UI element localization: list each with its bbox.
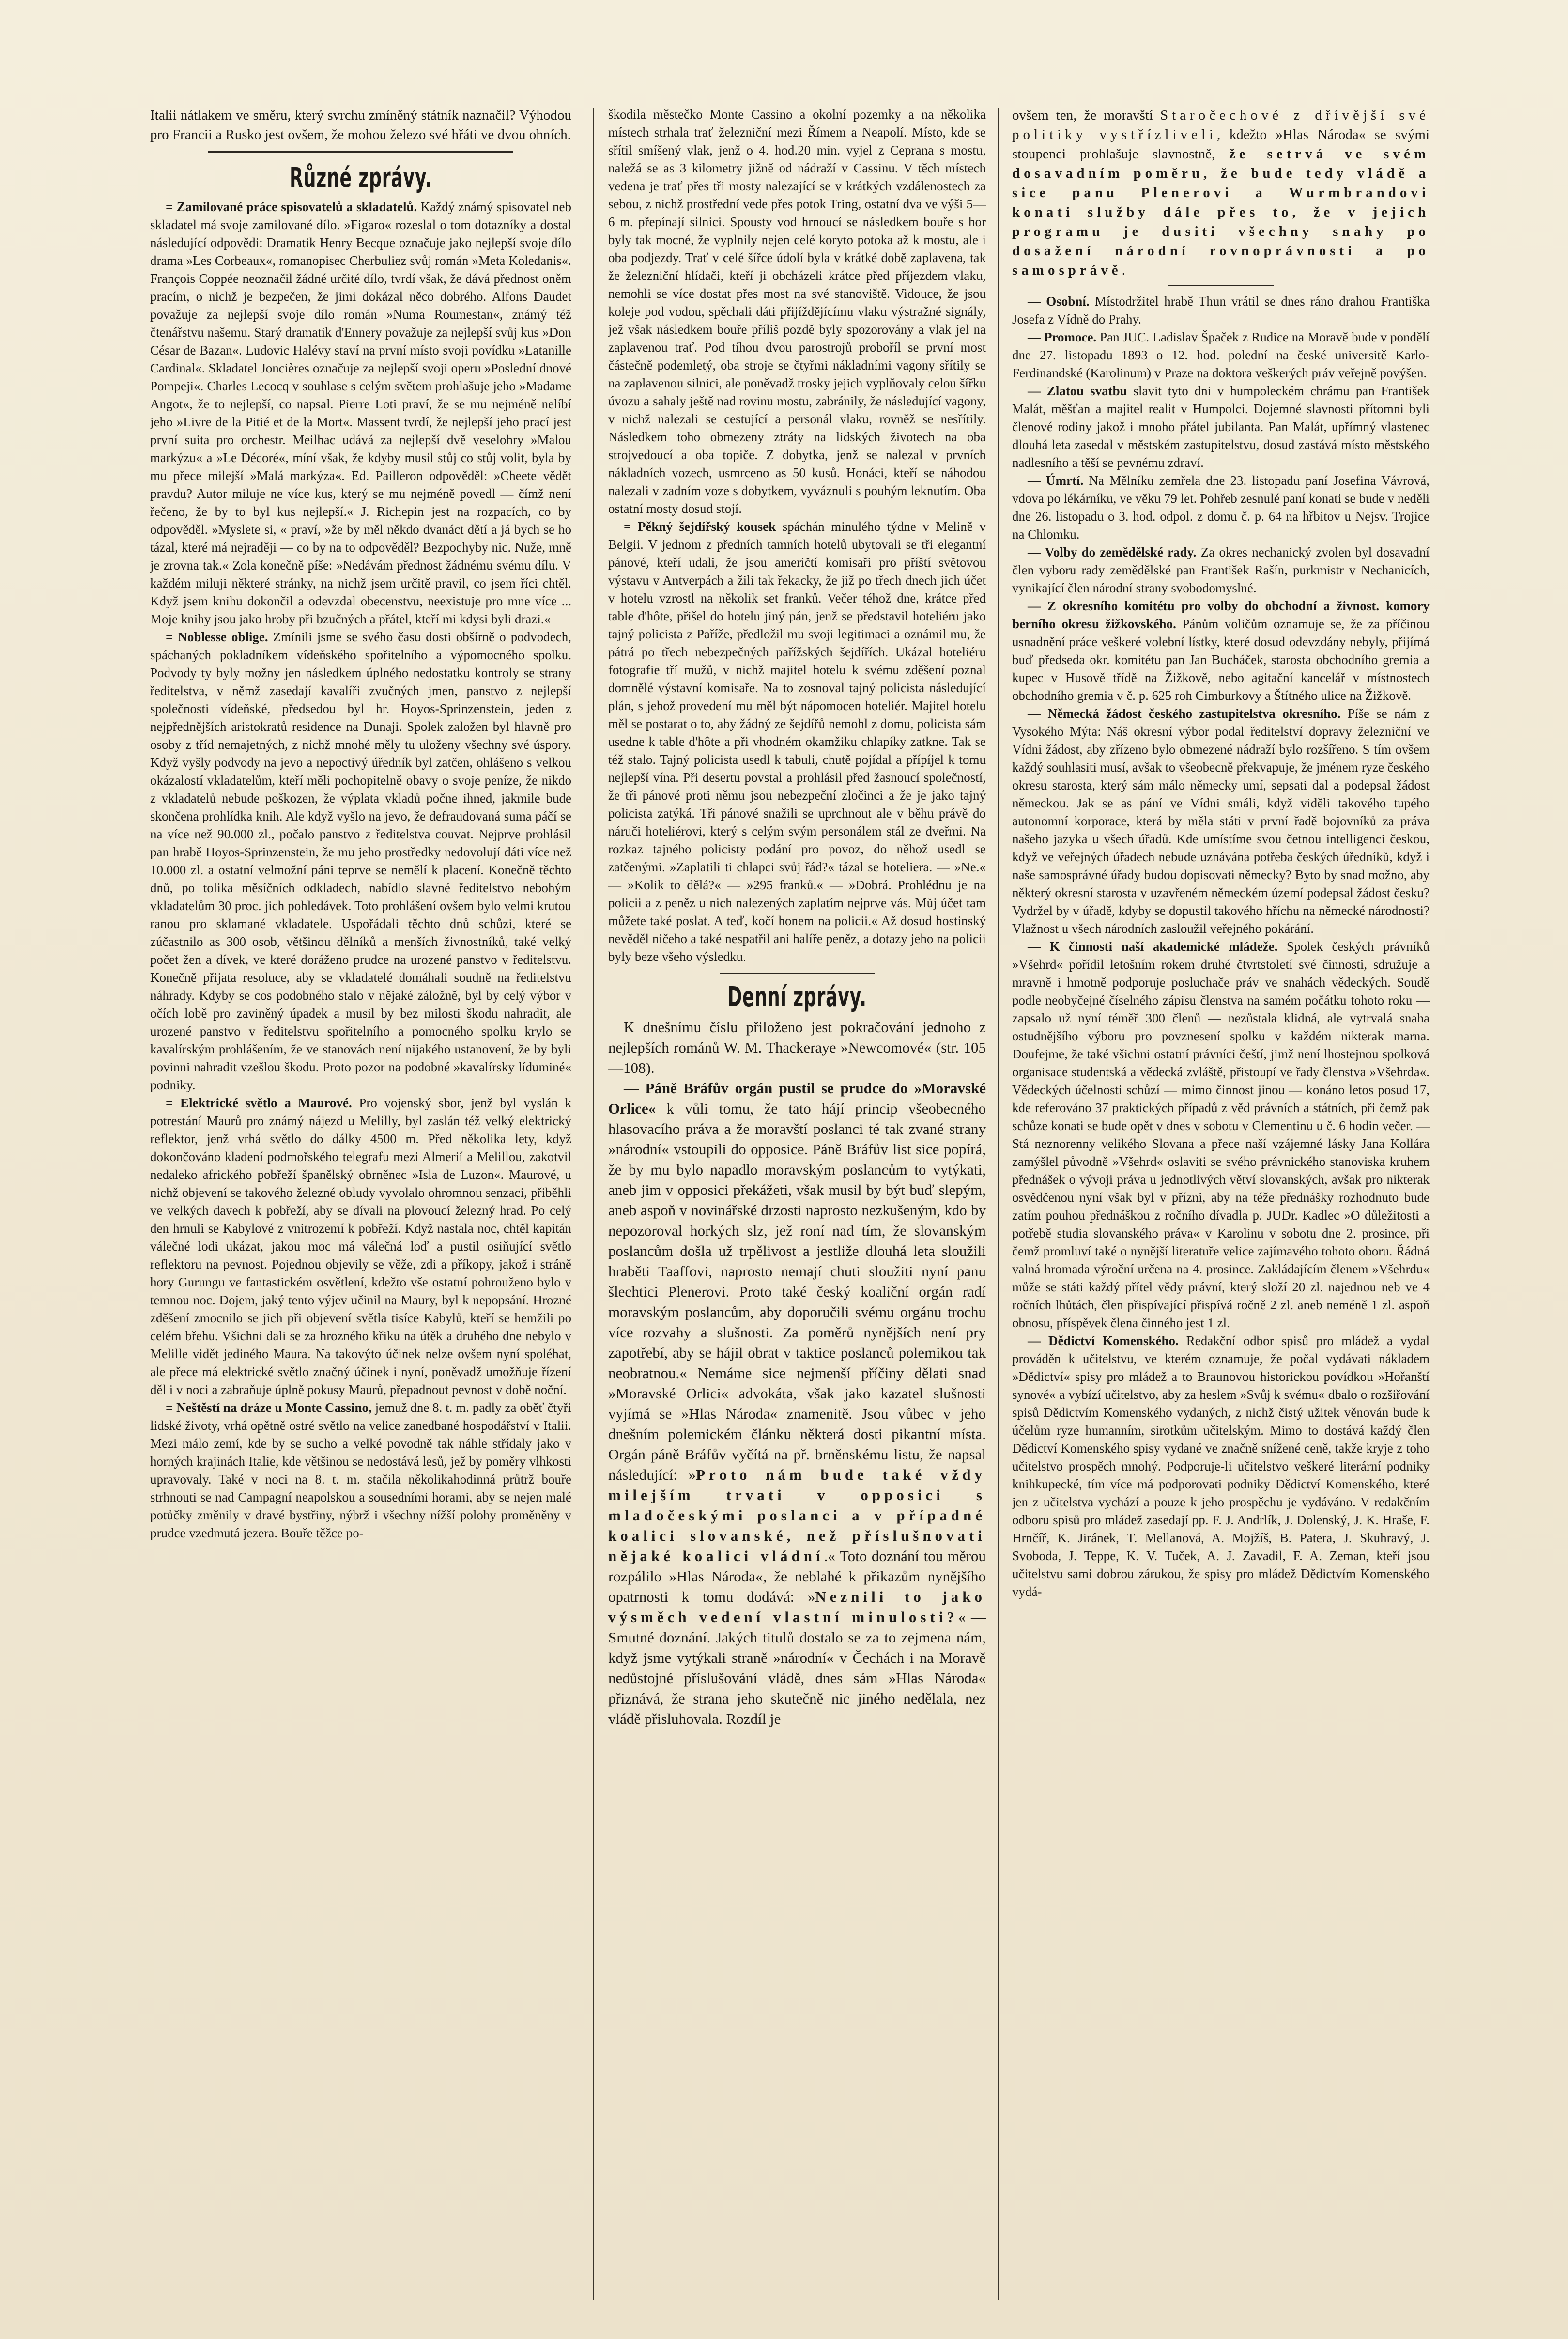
section-title-ruzne-zpravy: Různé zprávy. (289, 162, 432, 194)
news-item-body: slavit tyto dni v humpoleckém chrámu pan František Malát, měšťan a majitel realit v Humpolci. Dojemné slavnosti přítomni byli členové rodiny jakož i mnoho přátel jubilanta. Pan Malát, upřímný vlastenec dlouhá leta zasedal v městském zastupitelstvu, dosud zastává místo městského nadlesního a těší se pevnému zdraví. (1012, 384, 1430, 470)
news-item-headline: — Dědictví Komenského. (1028, 1333, 1179, 1348)
news-item-headline: — Německá žádost českého zastupitelstva okresního. (1028, 706, 1341, 721)
section-rule (208, 151, 513, 153)
news-item-headline: — K činnosti naší akademické mládeže. (1028, 939, 1278, 954)
news-item-headline: — Úmrtí. (1028, 473, 1084, 488)
news-item-zlata-svatba (1012, 382, 1430, 472)
news-item-body: Pro vojenský sbor, jenž byl vyslán k potrestání Maurů pro známý nájezd u Melilly, byl zaslán též velký elektrický reflektor, jenž vrhá světlo do dálky 4500 m. Před několika lety, když dokončováno kladení podmořského telegrafu mezi Almerií a Melillou, zakotvil nedaleko afrického pobřeží španělský obrněnec »Isla de Luzon«. Maurové, u nichž objevení se takového železné obludy vyvolalo ohromnou senzaci, přiběhli ve velkých davech k pobřeží, aby se dívali na plovoucí železný hrad. Po celý den hrnuli se Kabylové z vnitrozemí k pobřeží. Když nastala noc, chtěl kapitán válečné lodi ukázat, jakou moc má válečná loď a pustil osiňující světlo reflektoru na pevnost. Pojednou objevily se věže, zdi a příkopy, jakož i stráně hory Gurungu ve fantastickém osvětlení, kdežto vše ostatní pohrouženo bylo v temnou noc. Dojem, jaký tento výjev učinil na Maury, byl k nepopsání. Hrozné zděšení zmocnilo se jich při objevení světla tisíce Kabylů, kteří se hemžili po celém břehu. Všichni dali se za hrozného křiku na útěk a druhého dne nebylo v Melille vidět jediného Maura. Na takovýto účinek nelze ovšem nyní spoléhat, ale přece má elektrické světlo značný účinek i nyní, poněvadž umožňuje řízení děl i v noci a zabraňuje úplně pokusy Maurů, přepadnout pevnost v době noční. (150, 1096, 571, 1397)
news-item-spaced-quote: Proto nám bude také vždy milejším trvati v opposici s mladočeskými poslanci a v případné koalici slovanské, než příslušnovati nějaké koalici vládní (608, 1466, 986, 1564)
news-item-body: spáchán minulého týdne v Melině v Belgii. V jednom z předních tamních hotelů ubytovali se tři elegantní pánové, kteří udali, že jsou američtí komisaři pro příští světovou výstavu v Antverpách a žili tak řekacky, že již po třech dnech jich účet v hotelu vzrostl na několik set franků. Večer téhož dne, krátce před table d'hôte, přišel do hotelu jiný pán, jenž se představil hoteliéru jako tajný policista z Paříže, předložil mu svoji legitimaci a oznámil mu, že pátrá po třech nebezpečných pařížských šejdířích. Ukázal hoteliéru fotografie tří mužů, v nichž majitel hotelu k svému zděšení poznal domnělé výstavní komisaře. Na to zosnoval tajný policista následující plán, s jehož provedení mu měl být nápomocen hoteliér. Majitel hotelu měl se postarat o to, aby žádný ze šejdířů nemohl z domu, policista sám usedne k table d'hôte a při vhodném okamžiku chlapíky zatkne. Tak se též stalo. Tajný policista usedl k tabuli, chutě pojídal a přípíjel k tomu nejlepší vína. Při desertu povstal a prohlásil před žasnoucí společností, že tři pánové proti němu jsou nebezpeční zločinci a že je jako tajný policista zatýká. Tři pánové snažili se uprchnout ale v běhu právě do náruči hoteliérovi, který s celým svým personálem stál ze dveřmi. Na rozkaz tajného policisty podání pro povoz, do něhož usedl se zatčenými. »Zaplatili ti chlapci svůj řád?« tázal se hoteliera. — »Ne.« — »Kolik to dělá?« — »295 franků.« — »Dobrá. Prohlédnu je na policii a z peněz u nich nalezených zaplatím nejprve vás. Můj účet tam můžete také poslat. A teď, kočí honem na policii.« Až dosud hostinský nevěděl ničeho a také nespatřil ani halíře peněz, a dotazy jeho na policii byly beze všeho výsledku. (608, 519, 986, 964)
news-item-brafuv-organ (608, 1078, 986, 1729)
news-item-noblesse-oblige (150, 628, 571, 1094)
column-1 (150, 106, 571, 2305)
article-continuation: škodila městečko Monte Cassino a okolní pozemky a na několika místech strhala trať železniční mezi Římem a Neapolí. Místo, kde se sřítil smíšený vlak, jenž o 4. hod.20 min. vyjel z Ceprana s mostu, naležá se as 3 kilometry jižně od nádraží v Cassinu. V těch místech vedena je trať přes tři mosty nalezající se v krátkých vzdálenostech za sebou, z nichž prostřední vede přes potok Tring, ostatní dva ve výši 5—6 m. přepínají silnici. Spousty vod hrnoucí se následkem bouře s hor byly tak mocné, že vyplnily nejen celé koryto potoka až k mostu, ale i oba podjezdy. Trať v celé šířce údolí byla v krátké době zaplavena, tak že železniční hlídači, kteří ji obcházeli krátce před příjezdem vlaku, nemohli se více dostat přes most na své stanoviště. Vidouce, že jsou koleje pod vodou, spěchali dáti přijíždějícímu vlaku výstražné signály, jež však následkem bouře příliš pozdě byly spozorovány a vlak jel na zaplavenou trať. Pod tíhou dvou parostrojů proboříl se první most částečně podemletý, oba stroje se čtyřmi nákladními vagony sřítily se na zaplavenou silnici, ale poněvadž trosky jejich vyplňovaly celou šířku úvozu a sahaly ještě nad rovinu mostu, zabránily, že následující vagony, v nichž nalezali se cestující a personál vlaku, rovněž se nesřítily. Následkem toho obmezeny ztráty na lidských životech na oba strojvedoucí a oba topiče. Z dobytka, jenž se nalezal v prvních nákladních vozech, usmrceno as 50 kusů. Honáci, kteří se náhodou nalezali v zadním voze s dobytkem, vyváznuli s pouhým leknutím. Oba ostatní mosty dosud stojí. (608, 107, 986, 516)
article-continuation (1012, 106, 1430, 280)
text-run: , kdežto »Hlas Národa« se svými stoupenci prohlašuje slavnostně, (1012, 127, 1430, 162)
news-item-headline: = Neštěstí na dráze u Monte Cassino, (166, 1400, 372, 1415)
section-title-denni-zpravy: Denní zprávy. (727, 981, 867, 1013)
news-item-body: « — Smutné doznání. Jakých titulů dostalo se za to zejmena nám, když jsme vytýkali straně »národní« v Čechách i na Moravě nedůstojné příslušování vládě, dnes sám »Hlas Národa« přiznává, že strana jeho skutečně nic jiného nedělala, nez vládě přisluhovala. Rozdíl je (608, 1609, 986, 1727)
news-item-osobni (1012, 293, 1430, 328)
news-item-body: k vůli tomu, že tato hájí princip všeobecného hlasovacího práva a že moravští poslanci té tak zvané strany »národní« vstoupili do opposice. Páně Bráfův list sice popírá, že by mu bylo napadlo moravským poslancům to vytýkati, aneb jim v opposici překážeti, však musil by být buď slepým, aneb aspoň v novinářské drzosti naprosto nezkušeným, kdo by nepozoroval horkých slz, jež roní nad tím, že slovanským poslancům došla už trpělivost a jestliže dlouhá leta sloužili hraběti Taaffovi, naprosto nemají chuti sloužiti nyní panu šlechtici Plenerovi. Proto také český koaliční orgán radí moravským poslancům, aby doporučili svému orgánu trochu více rozvahy a slušnosti. Za poměrů nynějších není pry zapotřebí, aby se hájil obrat v taktice poslanců polemikou tak neobratnou.« Nemáme sice nejmenší příčiny dělati snad »Moravské Orlici« advokáta, však jako kazatel slušnosti vyjímá se »Hlas Národa« znamenitě. Jsou vůbec v jeho dnešním polemickém článku některá dosti pikantní místa. Orgán páně Bráfův vyčítá na př. brněnskému listu, že napsal následující: » (608, 1100, 986, 1483)
spaced-emphasis: že setrvá ve svém dosavadním poměru, že bude tedy vládě a sice panu Plenerovi a Wurmbrandovi konati služby dále přes to, že v jejich programu je dusiti všechny snahy po dosažení národní rovnoprávnosti a po samosprávě (1012, 146, 1430, 278)
column-2 (608, 106, 986, 2305)
news-item-okresni-komitet (1012, 597, 1430, 705)
news-item-body: .« Toto doznání tou měrou rozpálilo »Hlas Národa«, že neblahé k přikazům nynějšího opatrnosti k tomu dodává: » (608, 1548, 986, 1605)
news-item-umrti (1012, 472, 1430, 543)
news-item-body: Na Mělníku zemřela dne 23. listopadu paní Josefina Vávrová, vdova po lékárníku, ve věku 79 let. Pohřeb zesnulé paní konati se bude v neděli dne 26. listopadu o 3. hod. odpol. z domu č. p. 64 na hřbitov u Nejsv. Trojice na Chlomku. (1012, 473, 1430, 542)
news-item-body: Každý známý spisovatel neb skladatel má svoje zamilované dílo. »Figaro« rozeslal o tom dotazníky a dostal následující odpovědi: Dramatik Henry Becque označuje jako nejlepší svoje dílo drama »Les Corbeaux«, romanopisec Cherbuliez svůj román »Meta Koledanis«. François Coppée neoznačil žádné určité dílo, tvrdí však, že dává přednost oněm pracím, o nichž je bezpečen, že jimi dokázal něco dobrého. Alfons Daudet považuje za nejlepší svoje dílo román »Numa Roumestan«, známý též čtenářstvu našemu. Starý dramatik d'Ennery považuje za nejlepší svůj kus »Don César de Bazan«. Ludovic Halévy staví na první místo svoji povídku »Latanille Cardinal«. Skladatel Joncières označuje za nejlepší svoji operu »Poslední dnové Pompeji«. Charles Lecocq v souhlase s celým světem prohlašuje jeho »Madame Angot«, že to nejlepší, co napsal. Pierre Loti praví, že se mu nejméně nelíbí jeho »Livre de la Pitié et de la Mort«. Massent tvrdí, že nejlepší jeho prací jest první suita pro orchestr. Meilhac udává za nejlepší dvě veselohry »Malou markýzu« a »Le Décoré«, míní však, že kdyby musil stůj co stůj volit, byla by mu přece milejší »Malá markýza«. Ed. Pailleron odpověděl: »Cheete vědět pravdu? Autor miluje ne více kus, který se mu nejméně povedl — čímž není řečeno, že by to byl kus nejlepší.« J. Richepin jest na rozpacích, co by odpověděl. »Myslete si, « praví, »že by měl někdo dvanáct dětí a já bych se ho tázal, které má nejraději — co by na to odpověděl? Bezpochyby nic. Nuže, mně je zrovna tak.« Zola konečně píše: »Nedávám přednost žádnému svému dílu. V každém miluji některé stránky, na nichž jsem určitě pravil, co jsem říci chtěl. Když jsem knihu dokončil a odevzdal obecenstvu, neexistuje pro mne více ... Moje knihy jsou jako hroby při bzučných a přátel, kteří mi kdysi byli drazi.« (150, 200, 571, 626)
news-item-headline: — Páně Bráfův orgán pustil se prudce do »Moravské Orlice« (608, 1080, 986, 1117)
news-item-spaced-quote: Neznili to jako výsměch vedení vlastní minulosti? (608, 1588, 986, 1626)
news-item-zamilovane-prace (150, 198, 571, 628)
news-item-body: Píše se nám z Vysokého Mýta: Náš okresní výbor podal ředitelství dopravy železniční ve Vídni žádost, aby zřízeno bylo obmezené nádraží bylo rozšířeno. S tím ovšem každý souhlasiti musí, avšak to všeobecně překvapuje, že jménem ryze českého okresu starosta, který sám málo německy umí, sepsati dal a podepsal žádost německou. Jak se as pání ve Vídni smáli, když viděli takového tupého autonomní korporace, která by měla státi v první řadě bojovníků za práva našeho jazyka u všech úřadů. Kde umístíme svou četnou intelligenci českou, když ve veřejných úřadech nebude uznávána potřeba českých úředníků, když i naše samosprávné úřady budou dopisovati německy? Byto by snad možno, aby některý okresní starosta v uzavřeném německém území podepsal žádost česku? Vydržel by v úřadě, kdyby se dopustil takového hříchu na německé národnosti? Vlažnost u všech národních zasloužil veřejného pokárání. (1012, 706, 1430, 936)
news-item-pekny-sejdirsky-kousek (608, 518, 986, 966)
news-item-headline: = Noblesse oblige. (166, 630, 268, 644)
news-item-body: Spolek českých právníků »Všehrd« pořídil letošním rokem druhé čtvrtstoletí své činnosti, sdružuje a mravně i hmotně podporuje posluchače práv ve snahách vědeckých. Soudě podle neobyčejné číselného zápisu členstva na samém počátku tohoto roku — zapsalo už nyní téměř 300 členů — nezůstala klidná, ale vytrvalá snaha ostudnějšího výboru pro povznesení spolku v každém nikterak marna. Doufejme, že také všichni ostatní právníci čeští, jimž není lhostejnou spolková organisace studentská a vědecká zvláště, přistoupí ve řady členstva »Všehrda«. Vědeckých účelnosti schůzí — mimo činnost jinou — konáno letos posud 17, kde referováno 37 praktických případů z věd právních a státních, při čemž pak schůze konati se bude opět v dnes v sobotu v Clementinu u č. 6 hodin večer. — Stá neznorenny velikého Slovana a přece naší vzájemné lásky Jana Kollára zamýšlel původně »Všehrd« oslaviti se svého právnického stanoviska kruhem přednášek o vývoji práva u jednotlivých větví slovanských, avšak pro nikterak osvědčenou nyní však byl v přízni, aby na téže přednášky rozhodnuto bude zatím pouhou přednáškou z ročního dívadla p. JUDr. Kadlec »O důležitosti a potřebě studia slovanského práva« v Karolinu v sobotu dne 2. prosince, při čemž promluví také o nynější literatuře velice zajímavého tohoto oboru. Řádná valná hromada výroční určena na 4. prosince. Zakládajícím členem »Všehrdu« může se státi každý přítel vědy právní, který složí 20 zl. najednou neb ve 4 ročních lhůtách, člen přispívající přispívá ročně 2 zl. aneb neméně 1 zl. aspoň obnosu, příspěvek člena činného jest 1 zl. (1012, 939, 1430, 1330)
news-item-promoce (1012, 328, 1430, 382)
section-rule (720, 973, 875, 974)
news-item-akademicka-mladez (1012, 938, 1430, 1332)
spaced-emphasis: Staročechové z dřívější své politiky vystřízliveli (1012, 108, 1430, 142)
news-item-headline: — Zlatou svatbu (1028, 384, 1127, 398)
news-item-headline: — Volby do zemědělské rady. (1028, 545, 1197, 559)
text-run: . (1122, 263, 1125, 278)
text-run: ovšem ten, že moravští (1012, 108, 1160, 123)
news-item-body: Redakční odbor spisů pro mládež a vydal prováděn k učitelstvu, ve kterém oznamuje, že počal vydávati nákladem »Dědictví« spisy pro mládež a to Braunovou historickou povídkou »Hořanští synové« a vybízí učitelstvo, aby za heslem »Svůj k svému« dbalo o rozšiřování spisů Dědictvím Komenského vydaných, z nichž čistý užitek věnován bude k účelům ryze humanním, sirotkům učitelským. Mimo to dostává každý člen Dědictví Komenského spisy vydané ve značně snížené ceně, takže kryje z toho učitelstvo prospěch mnohý. Podporuje-li učitelstvo veškeré literární podniky knihkupecké, tím více má podporovati podniky Dědictví Komenského, které jen z učitelstva vychází a pouze k jeho prospěchu je vydáváno. V redakčním odboru spisů pro mládež zasedají pp. F. J. Andrlík, J. Dolenský, J. K. Hraše, F. Hrnčíř, K. Jiránek, T. Mellanová, A. Mojžíš, B. Patera, J. Skuhravý, J. Svoboda, J. Teppe, K. V. Tuček, A. J. Zavadil, F. A. Zeman, kteří jsou učitelstvu sami dobrou zárukou, že spisy pro mládež Dědictvím Komenského vydá- (1012, 1333, 1430, 1599)
news-item-priloha: K dnešnímu číslu přiloženo jest pokračování jednoho z nejlepších románů W. M. Thackeraye »Newcomové« (str. 105—108). (608, 1019, 986, 1076)
news-item-elektricke-svetlo (150, 1094, 571, 1399)
news-item-nestesti-na-draze (150, 1399, 571, 1542)
news-item-headline: = Pěkný šejdířský kousek (624, 519, 776, 534)
news-item-body: Pánům voličům oznamuje se, že za příčinou usnadnění práce veškeré volební lístky, které dosud odevzdány nebyly, přijímá buď předseda okr. komitétu pan Jan Bucháček, starosta obchodního gremia a kupec v Husově třídě na Žižkově, nebo agitační kancelář v místnostech obchodního gremia v č. p. 625 roh Cimburkovy a Štítného ulice na Žižkově. (1012, 617, 1430, 703)
news-item-body: jemuž dne 8. t. m. padly za oběť čtyři lidské životy, vrhá opětně ostré světlo na velice zanedbané hospodářství v Italii. Mezi málo zemí, kde by se sucho a velké povodně tak náhle střídaly jako v horných krajinách Italie, kde většinou se nedostává lesů, jež by poměry vlhkosti upravovaly. Také v noci na 8. t. m. stačila několikahodinná průtrž bouře strhnouti se nad Campagní neapolskou a sousedními horami, aby se nejen malé potůčky změnily v dravé bystřiny, nýbrž i všechny nížší polohy proměněny v prudce vzedmutá jezera. Bouře těžce po- (150, 1400, 571, 1540)
news-item-headline: — Osobní. (1028, 294, 1090, 309)
section-rule (1168, 285, 1274, 286)
news-item-body: Pan JUC. Ladislav Špaček z Rudice na Moravě bude v pondělí dne 27. listopadu 1893 o 12. hod. polední na české universitě Karlo-Ferdinandské (Karolinum) v Praze na doktora veškerých práv veřejně povýšen. (1012, 330, 1430, 380)
news-item-body: Zmínili jsme se svého času dosti obšírně o podvodech, spáchaných pokladníkem vídeňského spořitelního a výpomocného spolku. Podvody ty byly možny jen následkem úplného nedostatku kontroly se strany ředitelstva, v němž zasedají kavalíři zvučných jmen, panstvo z nejlepší společnosti vídeňské, předsedou byl hr. Hoyos-Sprinzenstein, jeden z nejpřednějších aristokratů residence na Dunaji. Spolek založen byl hlavně pro osoby z tříd nemajetných, z nichž mnohé měly tu uloženy všechny své úspory. Když vyšly podvody na jevo a nepoctivý úředník byl zatčen, ohlášeno s velkou okázalostí vkladatelům, kteří měli pochopitelně obavy o svoje peníze, že nikdo z vkladatelů nebude poškozen, že výplata vkladů počne ihned, jakmile bude skončena prohlídka knih. Ale když vyšlo na jevo, že defraudovaná suma páčí se na více než 90.000 zl., počalo panstvo z ředitelstva couvat. Nejprve prohlásil pan hrabě Hoyos-Sprinzenstein, že mu jeho prostředky nedovolují dáti více než 10.000 zl. a ostatní velmožní páni teprve se nemělí k placení. Konečně těchto dnů, po tolika měsíčních odkladech, nabídlo slavné ředitelstvo nebohým vkladatelům 30 proc. jich pohledávek. Toto prohlášení ovšem bylo velmi krutou ranou pro sklamané vkladatele. Uspořádali těchto dnů schůzi, které se zúčastnilo as 300 osob, většinou dělníků a menších živnostníků, také velký počet žen a dívek, ve které doráženo prudce na urozené panstvo v ředitelstvu. Konečně přijata resoluce, aby se vkladatelé domáhali soudně na ředitelstvu náhrady. Kdyby se cos podobného stalo v nějaké záložně, byl by celý výbor v očích lobě pro zaviněný úpadek a musil by bez milosti škodu nahradit, ale urozené panstvo v ředitelstvu spořitelního a pomocného spolku krylo se kavalírským prohlášením, že ve stanovách není nijakého ustanovení, že by byli povinni nahradit vzešlou škodu. Proto pozor na podobné »kavalírsky líduminé« podniky. (150, 630, 571, 1092)
news-item-body: Za okres nechanický zvolen byl dosavadní člen vyboru rady zemědělské pan František Rašín, purkmistr v Nechanicích, vynikající člen národní strany svobodomyslné. (1012, 545, 1430, 595)
news-item-body: Místodržitel hrabě Thun vrátil se dnes ráno drahou Františka Josefa z Vídně do Prahy. (1012, 294, 1430, 326)
news-item-volby-zemedelske-rady (1012, 543, 1430, 597)
news-item-headline: = Elektrické světlo a Maurové. (166, 1096, 352, 1110)
news-item-headline: — Z okresního komitétu pro volby do obchodní a živnost. komory berního okresu žižkovského. (1012, 599, 1430, 631)
news-item-dedictvi-komenskeho (1012, 1332, 1430, 1601)
news-item-headline: = Zamilované práce spisovatelů a skladatelů. (166, 200, 417, 214)
news-item-nemecka-zadost (1012, 705, 1430, 938)
article-ending: Italii nátlakem ve směru, který svrchu zmíněný státník naznačil? Výhodou pro Francii a Rusko jest ovšem, že mohou železo své hřáti ve dvou ohních. (150, 108, 571, 142)
column-divider (998, 108, 999, 2300)
column-3 (1012, 106, 1430, 2305)
news-item-headline: — Promoce. (1028, 330, 1097, 344)
column-divider (593, 108, 594, 2300)
